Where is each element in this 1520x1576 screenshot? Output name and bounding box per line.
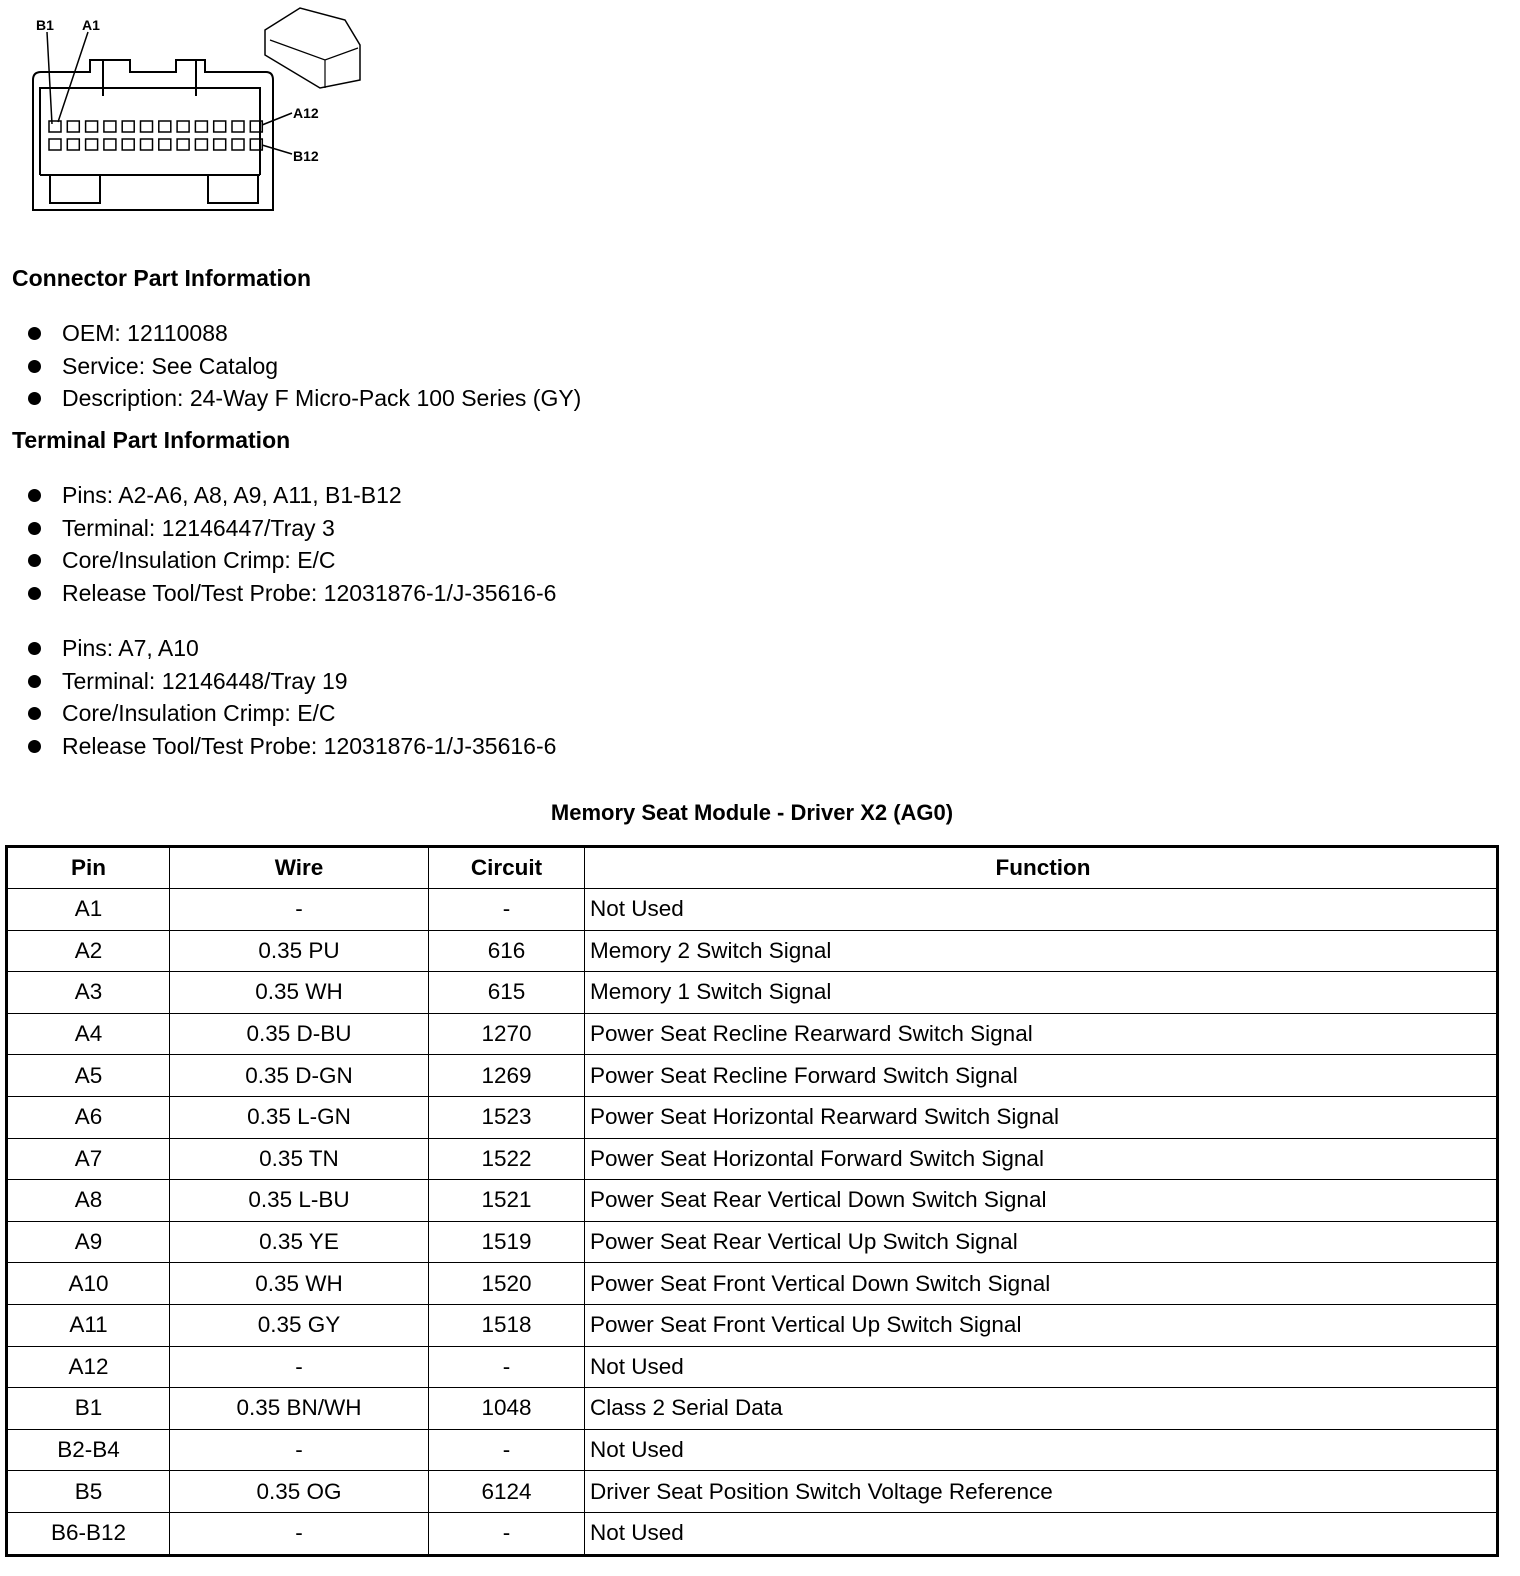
- cell-wire: 0.35 BN/WH: [170, 1388, 429, 1430]
- cell-wire: 0.35 TN: [170, 1138, 429, 1180]
- cell-circuit: 1048: [429, 1388, 585, 1430]
- table-row: [7, 1346, 1498, 1388]
- cell-circuit: 1519: [429, 1221, 585, 1263]
- header-function: Function: [585, 847, 1498, 889]
- list-item: Pins: A7, A10: [28, 632, 556, 665]
- cell-wire: 0.35 GY: [170, 1304, 429, 1346]
- pin-cavity: [214, 139, 226, 150]
- terminal-heading: Terminal Part Information: [12, 427, 291, 453]
- pin-grid: [49, 121, 262, 150]
- cell-circuit: 616: [429, 930, 585, 972]
- cell-circuit: -: [429, 1429, 585, 1471]
- cell-circuit: -: [429, 889, 585, 931]
- table-row: [7, 1304, 1498, 1346]
- cell-wire: -: [170, 1346, 429, 1388]
- cell-function: Memory 2 Switch Signal: [585, 930, 1498, 972]
- cell-pin: A4: [7, 1013, 170, 1055]
- cell-pin: A3: [7, 972, 170, 1014]
- cell-pin: A11: [7, 1304, 170, 1346]
- cell-wire: 0.35 YE: [170, 1221, 429, 1263]
- cell-pin: B6-B12: [7, 1512, 170, 1555]
- cell-function: Not Used: [585, 1346, 1498, 1388]
- cell-function: Class 2 Serial Data: [585, 1388, 1498, 1430]
- table-row: [7, 1096, 1498, 1138]
- label-a1: A1: [82, 17, 100, 33]
- table-title: Memory Seat Module - Driver X2 (AG0): [550, 800, 954, 825]
- cell-function: Power Seat Recline Forward Switch Signal: [585, 1055, 1498, 1097]
- pin-cavity: [104, 139, 116, 150]
- list-item: Core/Insulation Crimp: E/C: [28, 544, 556, 577]
- list-item: Release Tool/Test Probe: 12031876-1/J-35616-6: [28, 577, 556, 610]
- label-b1: B1: [36, 17, 54, 33]
- cell-wire: 0.35 L-BU: [170, 1180, 429, 1222]
- cell-pin: A12: [7, 1346, 170, 1388]
- connector-diagram: [0, 0, 380, 220]
- table-row: [7, 1263, 1498, 1305]
- cell-function: Power Seat Front Vertical Down Switch Signal: [585, 1263, 1498, 1305]
- pin-cavity: [177, 121, 189, 132]
- cell-circuit: 1521: [429, 1180, 585, 1222]
- label-a12: A12: [293, 105, 319, 121]
- pin-cavity: [141, 139, 153, 150]
- cell-pin: A2: [7, 930, 170, 972]
- connector-heading: Connector Part Information: [12, 265, 312, 291]
- pin-cavity: [195, 121, 207, 132]
- cell-circuit: 1270: [429, 1013, 585, 1055]
- list-item: Release Tool/Test Probe: 12031876-1/J-35616-6: [28, 730, 556, 763]
- list-item: Pins: A2-A6, A8, A9, A11, B1-B12: [28, 479, 556, 512]
- cell-pin: B1: [7, 1388, 170, 1430]
- cell-circuit: 615: [429, 972, 585, 1014]
- pin-cavity: [177, 139, 189, 150]
- cell-function: Power Seat Recline Rearward Switch Signal: [585, 1013, 1498, 1055]
- table-row: [7, 1055, 1498, 1097]
- pin-cavity: [141, 121, 153, 132]
- header-circuit: Circuit: [429, 847, 585, 889]
- cell-wire: 0.35 D-BU: [170, 1013, 429, 1055]
- pin-cavity: [86, 121, 98, 132]
- header-pin: Pin: [7, 847, 170, 889]
- cell-pin: A5: [7, 1055, 170, 1097]
- cell-function: Not Used: [585, 889, 1498, 931]
- label-b12: B12: [293, 148, 319, 164]
- table-header-row: [7, 847, 1498, 889]
- cell-pin: B2-B4: [7, 1429, 170, 1471]
- terminal-list-1: [28, 479, 556, 610]
- list-item: Service: See Catalog: [28, 350, 581, 383]
- list-item: Description: 24-Way F Micro-Pack 100 Series (GY): [28, 382, 581, 415]
- cell-function: Power Seat Rear Vertical Down Switch Signal: [585, 1180, 1498, 1222]
- list-item: Terminal: 12146447/Tray 3: [28, 512, 556, 545]
- cell-wire: -: [170, 1429, 429, 1471]
- pin-cavity: [122, 139, 134, 150]
- terminal-list-2: [28, 632, 556, 763]
- cell-function: Power Seat Horizontal Rearward Switch Signal: [585, 1096, 1498, 1138]
- cell-circuit: 6124: [429, 1471, 585, 1513]
- cell-wire: 0.35 L-GN: [170, 1096, 429, 1138]
- cell-function: Power Seat Rear Vertical Up Switch Signal: [585, 1221, 1498, 1263]
- list-item: Terminal: 12146448/Tray 19: [28, 665, 556, 698]
- pin-cavity: [159, 139, 171, 150]
- cell-function: Power Seat Front Vertical Up Switch Signal: [585, 1304, 1498, 1346]
- table-row: [7, 972, 1498, 1014]
- cell-function: Power Seat Horizontal Forward Switch Signal: [585, 1138, 1498, 1180]
- cell-function: Memory 1 Switch Signal: [585, 972, 1498, 1014]
- cell-function: Not Used: [585, 1512, 1498, 1555]
- pin-cavity: [49, 139, 61, 150]
- cell-pin: A6: [7, 1096, 170, 1138]
- cell-pin: A10: [7, 1263, 170, 1305]
- pin-cavity: [49, 121, 61, 132]
- list-item: OEM: 12110088: [28, 317, 581, 350]
- table-row: [7, 1388, 1498, 1430]
- table-row: [7, 1138, 1498, 1180]
- pin-cavity: [195, 139, 207, 150]
- pin-cavity: [86, 139, 98, 150]
- cell-wire: -: [170, 889, 429, 931]
- cell-wire: 0.35 OG: [170, 1471, 429, 1513]
- cell-pin: B5: [7, 1471, 170, 1513]
- cell-circuit: 1522: [429, 1138, 585, 1180]
- connector-list: [28, 317, 581, 415]
- cell-circuit: -: [429, 1512, 585, 1555]
- cell-wire: 0.35 WH: [170, 1263, 429, 1305]
- cell-circuit: 1269: [429, 1055, 585, 1097]
- pin-cavity: [104, 121, 116, 132]
- cell-wire: 0.35 WH: [170, 972, 429, 1014]
- cell-pin: A7: [7, 1138, 170, 1180]
- cell-function: Driver Seat Position Switch Voltage Reference: [585, 1471, 1498, 1513]
- table-row: [7, 1429, 1498, 1471]
- table-row: [7, 930, 1498, 972]
- pin-cavity: [67, 139, 79, 150]
- cell-circuit: -: [429, 1346, 585, 1388]
- list-item: Core/Insulation Crimp: E/C: [28, 697, 556, 730]
- cell-circuit: 1520: [429, 1263, 585, 1305]
- table-row: [7, 889, 1498, 931]
- cell-pin: A9: [7, 1221, 170, 1263]
- table-row: [7, 1471, 1498, 1513]
- cell-pin: A8: [7, 1180, 170, 1222]
- cell-pin: A1: [7, 889, 170, 931]
- pin-cavity: [232, 139, 244, 150]
- table-row: [7, 1013, 1498, 1055]
- pin-cavity: [159, 121, 171, 132]
- cell-circuit: 1518: [429, 1304, 585, 1346]
- pinout-table: [5, 845, 1499, 1557]
- pin-cavity: [232, 121, 244, 132]
- pin-cavity: [67, 121, 79, 132]
- table-row: [7, 1221, 1498, 1263]
- cell-wire: -: [170, 1512, 429, 1555]
- cell-circuit: 1523: [429, 1096, 585, 1138]
- header-wire: Wire: [170, 847, 429, 889]
- cell-wire: 0.35 D-GN: [170, 1055, 429, 1097]
- table-row: [7, 1180, 1498, 1222]
- cell-function: Not Used: [585, 1429, 1498, 1471]
- pin-cavity: [214, 121, 226, 132]
- table-row: [7, 1512, 1498, 1555]
- cell-wire: 0.35 PU: [170, 930, 429, 972]
- pin-cavity: [122, 121, 134, 132]
